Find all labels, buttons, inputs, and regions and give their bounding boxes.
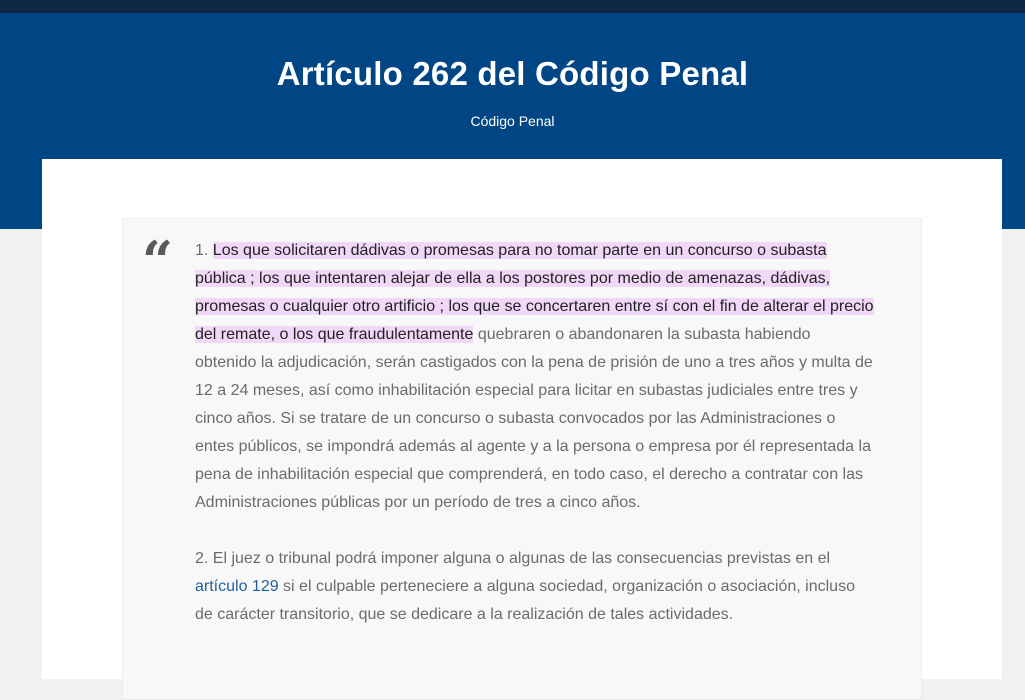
top-bar [0,0,1025,13]
paragraph-1-rest: quebraren o abandonaren la subasta habiendo obtenido la adjudicación, serán castigados con la pena de prisión de uno a tres años y multa de 12 a 24 meses, así como inhabilitación especial para licitar en subastas judiciales entre tres y cinco años. Si se tratare de un concurso o subasta convocados por las Administraciones o entes públicos, se impondrá además al agente y a la persona o empresa por él representada la pena de inhabilitación especial que comprenderá, en todo caso, el derecho a contratar con las Administraciones públicas por un período de tres a cinco años. [195,326,873,511]
page-subtitle: Código Penal [470,113,555,129]
paragraph-2-before: 2. El juez o tribunal podrá imponer alguna o algunas de las consecuencias previstas en el [195,550,831,567]
paragraph-2 [195,545,875,629]
paragraph-2-after: si el culpable perteneciere a alguna sociedad, organización o asociación, incluso de carácter transitorio, que se dedicare a la realización de tales actividades. [195,578,855,623]
paragraph-1 [195,237,875,517]
article-quote [122,218,922,700]
content-card [42,159,1002,679]
paragraph-1-number: 1. [195,242,213,259]
quote-icon: “ [142,229,174,293]
article-text [195,237,875,657]
highlighted-text[interactable]: Los que solicitaren dádivas o promesas para no tomar parte en un concurso o subasta pública ; los que intentaren alejar de ella a los postores por medio de amenazas, dádivas, promesas o cualquier otro artificio ; los que se concertaren entre sí con el fin de alterar el precio del remate, o los que fraudulentamente [195,242,874,343]
page-title: Artículo 262 del Código Penal [276,55,749,92]
article-129-link[interactable]: artículo 129 [195,578,279,595]
